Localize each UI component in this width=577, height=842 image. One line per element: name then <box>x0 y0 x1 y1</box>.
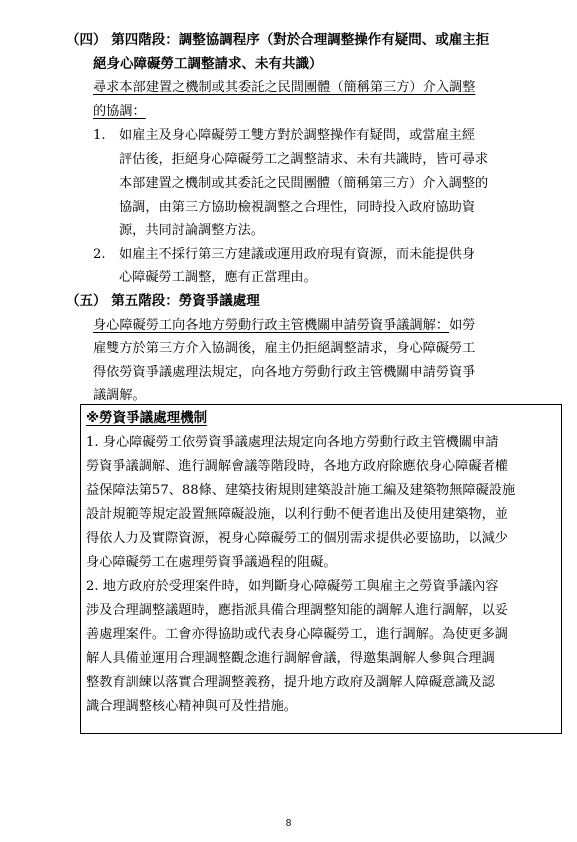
box-line: 1. 身心障礙勞工依勞資爭議處理法規定向各地方勞動行政主管機關申請 <box>86 435 499 450</box>
section5-para-line: 雇雙方於第三方介入協調後，雇主仍拒絕調整請求，身心障礙勞工 <box>93 341 476 356</box>
section4-intro-line1: 尋求本部建置之機制或其委託之民間團體（簡稱第三方）介入調整 <box>93 80 476 95</box>
section5-para-line: 議調解。 <box>93 388 146 403</box>
item1-line: 源，共同討論調整方法。 <box>119 223 265 238</box>
box-line: 2. 地方政府於受理案件時，如判斷身心障礙勞工與雇主之勞資爭議內容 <box>86 579 499 594</box>
box-title: ※勞資爭議處理機制 <box>86 410 208 426</box>
item1-number: 1. <box>93 128 106 143</box>
section4-intro-line2: 的協調： <box>93 104 146 119</box>
section5-para-line: 得依勞資爭議處理法規定，向各地方勞動行政主管機關申請勞資爭 <box>93 365 476 380</box>
section5-para-heading: 身心障礙勞工向各地方勞動行政主管機關申請勞資爭議調解： <box>93 318 450 333</box>
section5-para-line1 <box>93 317 475 334</box>
item2-line: 如雇主不採行第三方建議或運用政府現有資源，而未能提供身 <box>119 247 476 262</box>
box-line: 涉及合理調整議題時，應指派具備合理調整知能的調解人進行調解，以妥 <box>86 603 508 618</box>
box-line: 益保障法第57、88條、建築技術規則建築設計施工編及建築物無障礙設施 <box>86 483 516 498</box>
item1-line: 本部建置之機制或其委託之民間團體（簡稱第三方）介入調整的 <box>119 176 489 191</box>
box-line: 勞資爭議調解、進行調解會議等階段時，各地方政府除應依身心障礙者權 <box>86 459 508 474</box>
box-line: 身心障礙勞工在處理勞資爭議過程的阻礙。 <box>86 555 337 570</box>
page-number: 8 <box>285 818 292 829</box>
section4-title-line2: 絕身心障礙勞工調整請求、未有共識） <box>93 56 323 72</box>
section4-title-line1: （四） 第四階段：調整協調程序（對於合理調整操作有疑問、或雇主拒 <box>66 32 490 48</box>
item1-line: 協調，由第三方協助檢視調整之合理性，同時投入政府協助資 <box>119 200 476 215</box>
box-line: 解人具備並運用合理調整觀念進行調解會議，得邀集調解人參與合理調 <box>86 651 495 666</box>
item1-line: 如雇主及身心障礙勞工雙方對於調整操作有疑問，或當雇主經 <box>119 128 476 143</box>
box-line: 善處理案件。工會亦得協助或代表身心障礙勞工，進行調解。為使更多調 <box>86 627 508 642</box>
item2-line: 心障礙勞工調整，應有正當理由。 <box>119 270 317 285</box>
box-line: 得依人力及實際資源，視身心障礙勞工的個別需求提供必要協助，以減少 <box>86 531 508 546</box>
item1-line: 評估後，拒絕身心障礙勞工之調整請求、未有共識時，皆可尋求 <box>119 152 489 167</box>
section5-title: （五） 第五階段：勞資爭議處理 <box>66 293 260 309</box>
item2-number: 2. <box>93 247 106 262</box>
box-line: 識合理調整核心精神與可及性措施。 <box>86 699 297 714</box>
box-line: 整教育訓練以落實合理調整義務，提升地方政府及調解人障礙意識及認 <box>86 675 495 690</box>
section5-para-cont: 如勞 <box>449 318 476 333</box>
box-line: 設計規範等規定設置無障礙設施，以利行動不便者進出及使用建築物，並 <box>86 507 508 522</box>
